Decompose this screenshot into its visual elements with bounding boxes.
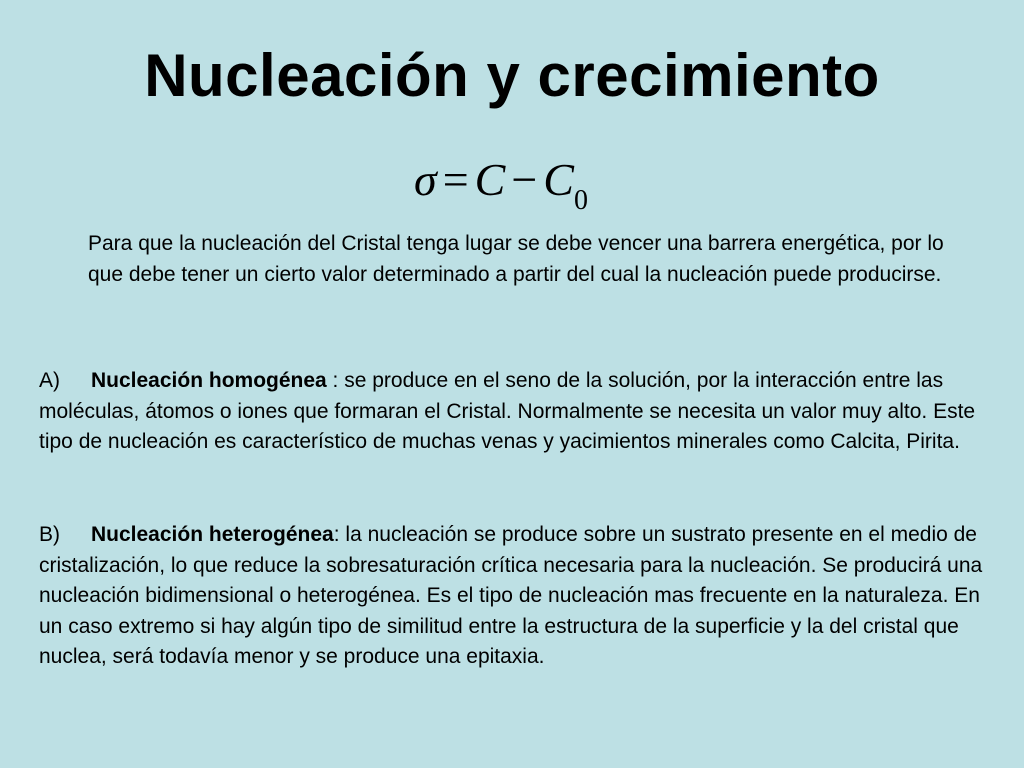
intro-paragraph: Para que la nucleación del Cristal tenga lugar se debe vencer una barrera energética, por lo que debe tener un cierto valor determinado a partir del cual la nucleación puede producirse. [88, 232, 944, 286]
formula-sigma: σ [414, 154, 437, 205]
formula-equilibrium-concentration: C [543, 154, 574, 205]
formula-minus: − [511, 154, 538, 205]
formula-equals: = [442, 154, 469, 205]
homogeneous-nucleation-paragraph [39, 366, 989, 458]
supersaturation-formula [414, 150, 588, 217]
heterogeneous-nucleation-paragraph [39, 520, 989, 673]
heterogeneous-nucleation-text: : la nucleación se produce sobre un sustrato presente en el medio de cristalización, lo que reduce la sobresaturación crítica necesaria para la nucleación. Se producirá una nucleación bidimensional o heterogénea. Es el tipo de nucleación mas frecuente en la naturaleza. En un caso extremo si hay algún tipo de similitud entre la estructura de la superficie y la del cristal que nuclea, será todavía menor y se produce una epitaxia. [39, 523, 983, 668]
slide-title: Nucleación y crecimiento [144, 42, 880, 109]
homogeneous-nucleation-text: : se produce en el seno de la solución, por la interacción entre las moléculas, átomos o iones que formaran el Cristal. Normalmente se necesita un valor muy alto. Este tipo de nucleación es característico de muchas venas y yacimientos minerales como Calcita, Pirita. [39, 369, 976, 453]
section-a-marker: A) [39, 369, 60, 392]
heterogeneous-nucleation-term: Nucleación heterogénea [91, 523, 334, 546]
section-b-marker: B) [39, 523, 60, 546]
formula-concentration: C [474, 154, 506, 205]
formula-subscript: 0 [573, 185, 588, 216]
homogeneous-nucleation-term: Nucleación homogénea [91, 369, 327, 392]
